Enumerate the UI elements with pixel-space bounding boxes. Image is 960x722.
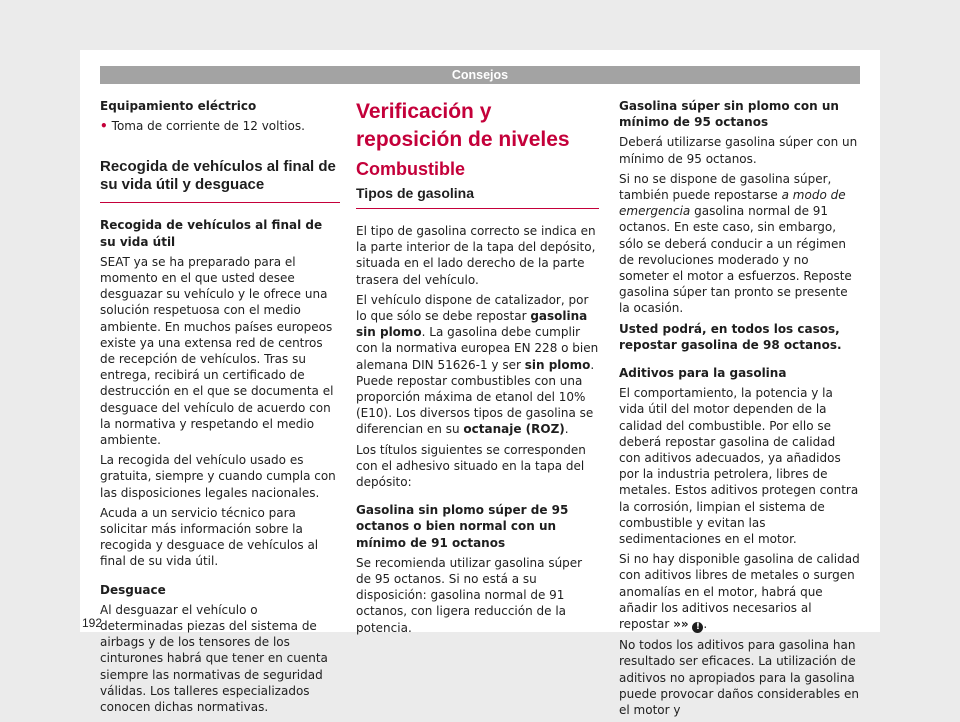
paragraph: Acuda a un servicio técnico para solicitar más información sobre la recogida y desguace de vehículos al final de su vida útil. (100, 505, 319, 569)
subhead-additives: Aditivos para la gasolina (619, 366, 787, 381)
paragraph: El tipo de gasolina correcto se indica en la parte interior de la tapa del depósito, situada en el lado derecho de la parte trasera del vehículo. (356, 224, 596, 287)
paragraph: Si no se dispone de gasolina súper, también puede repostarse a modo de emergencia gasolina normal de 91 octanos. En este caso, sin embargo, sólo se deberá conducir a un régimen de revoluciones moderado y no someter el motor a esfuerzos. Reposte gasolina súper tan pronto se presente la ocasión. (619, 171, 852, 316)
chapter-header: Consejos (100, 66, 860, 84)
paragraph: Los títulos siguientes se corresponden con el adhesivo situado en la tapa del depósito: (356, 442, 586, 490)
section-title-recycling: Recogida de vehículos al final de su vida útil y desguace (100, 158, 340, 203)
paragraph: El vehículo dispone de catalizador, por lo que sólo se debe repostar gasolina sin plomo. La gasolina debe cumplir con la normativa europea EN 228 o bien alemana DIN 51626-1 y ser sin plomo. Puede repostar combustibles con una proporción máxima de etanol del 10% (E10). Los diversos tipos de gasolina se diferencian en su octanaje (ROZ). (356, 292, 599, 437)
subhead-electrical: Equipamiento eléctrico (100, 99, 257, 113)
column-right (619, 98, 860, 722)
list-item: • Toma de corriente de 12 voltios. (100, 119, 305, 134)
subhead-recycling: Recogida de vehículos al final de su vida útil (100, 218, 323, 249)
page-number: 192 (82, 616, 103, 630)
continue-arrows-icon: »» (673, 617, 689, 632)
bullet-icon: • (100, 119, 108, 134)
subhead-fuel-98: Usted podrá, en todos los casos, repostar gasolina de 98 octanos. (619, 321, 842, 352)
heading-main: Verificación y reposición de niveles (356, 100, 570, 151)
paragraph: Deberá utilizarse gasolina súper con un mínimo de 95 octanos. (619, 135, 858, 166)
column-middle (356, 98, 599, 640)
heading-fuel: Combustible (356, 159, 466, 179)
column-left (100, 98, 340, 719)
paragraph: El comportamiento, la potencia y la vida útil del motor dependen de la calidad del combustible. Por ello se deberá repostar gasolina de calidad con aditivos adecuados, ya añadidos por la industria petrolera, libres de metales. Estos aditivos protegen contra la corrosión, limpian el sistema de combustible y evitan las sedimentaciones en el motor. (619, 386, 859, 547)
heading-fuel-types: Tipos de gasolina (356, 184, 599, 209)
subhead-fuel-95-91: Gasolina sin plomo súper de 95 octanos o bien normal con un mínimo de 91 octanos (356, 503, 569, 550)
paragraph: Si no hay disponible gasolina de calidad con aditivos libres de metales o surgen anomalías en el motor, habrá que añadir los aditivos necesarios al repostar »» ! . (619, 552, 860, 633)
paragraph: No todos los aditivos para gasolina han resultado ser eficaces. La utilización de aditivos no apropiados para la gasolina puede provocar daños considerables en el motor y (619, 638, 859, 717)
paragraph: La recogida del vehículo usado es gratuita, siempre y cuando cumpla con las disposiciones legales nacionales. (100, 453, 336, 500)
paragraph: Se recomienda utilizar gasolina súper de 95 octanos. Si no está a su disposición: gasolina normal de 91 octanos, con ligera reducción de la potencia. (356, 555, 583, 635)
paragraph: Al desguazar el vehículo o determinadas piezas del sistema de airbags y de los tensores de los cinturones habrá que tener en cuenta siempre las normativas de seguridad válidas. Los talleres especializados conocen dichas normativas. (100, 602, 328, 715)
subhead-fuel-95: Gasolina súper sin plomo con un mínimo de 95 octanos (619, 99, 839, 130)
manual-page (80, 50, 880, 717)
subhead-scrapping: Desguace (100, 582, 166, 597)
warning-icon: ! (692, 622, 703, 633)
paragraph: SEAT ya se ha preparado para el momento en el que usted desee desguazar su vehículo y le ofrece una solución respetuosa con el medio ambiente. En muchos países europeos existe ya una extensa red de centros de recepción de vehículos. Tras su entrega, recibirá un certificado de destrucción en el que se documenta el desguace del vehículo de acuerdo con la normativa y respetando el medio ambiente. (100, 254, 334, 448)
